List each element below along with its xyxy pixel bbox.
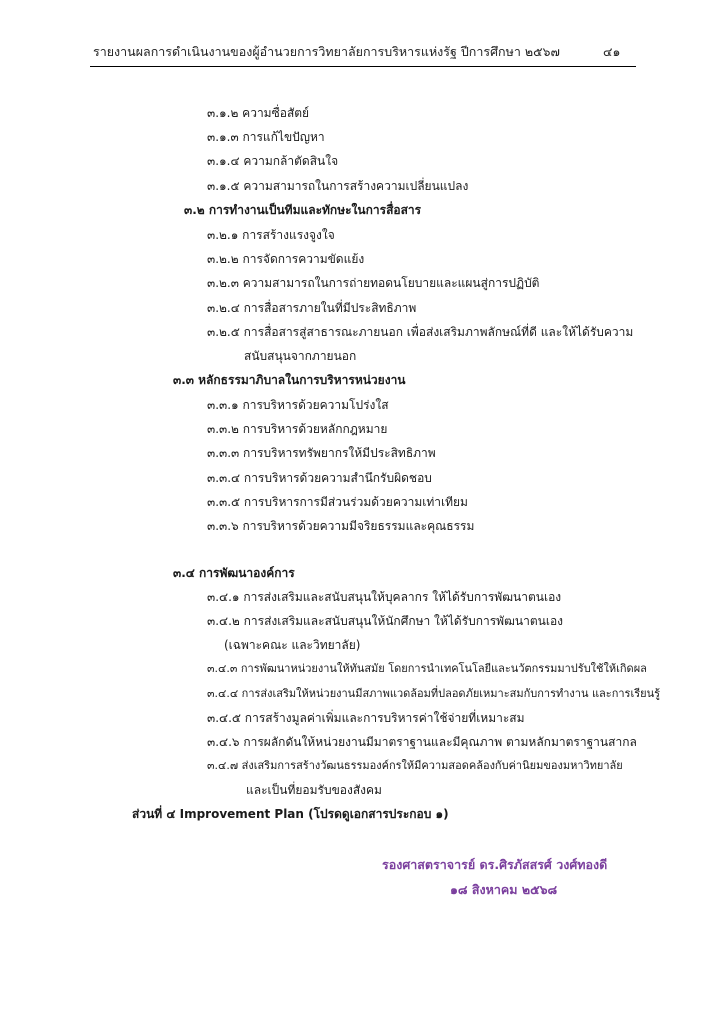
item-3-2-5: ๓.๒.๕ การสื่อสารสู่สาธารณะภายนอก เพื่อส่งเสริมภาพลักษณ์ที่ดี และให้ได้รับความ	[207, 325, 634, 339]
item-3-3-6: ๓.๓.๖ การบริหารด้วยความมีจริยธรรมและคุณธรรม	[207, 519, 475, 533]
page-number: ๔๑	[603, 44, 621, 59]
section-3-2-heading: ๓.๒ การทำงานเป็นทีมและทักษะในการสื่อสาร	[184, 203, 422, 217]
item-3-2-1: ๓.๒.๑ การสร้างแรงจูงใจ	[207, 228, 335, 242]
item-3-3-2: ๓.๓.๒ การบริหารด้วยหลักกฎหมาย	[207, 422, 388, 436]
item-3-2-5-continued: สนับสนุนจากภายนอก	[244, 349, 357, 363]
item-3-4-3: ๓.๔.๓ การพัฒนาหน่วยงานให้ทันสมัย โดยการนำเทคโนโลยีและนวัตกรรมมาปรับใช้ให้เกิดผล	[207, 662, 647, 675]
section-3-4-heading: ๓.๔ การพัฒนาองค์การ	[173, 566, 295, 580]
item-3-2-3: ๓.๒.๓ ความสามารถในการถ่ายทอดนโยบายและแผนสู่การปฏิบัติ	[207, 276, 540, 290]
section-3-3-heading: ๓.๓ หลักธรรมาภิบาลในการบริหารหน่วยงาน	[173, 373, 406, 387]
item-3-4-7: ๓.๔.๗ ส่งเสริมการสร้างวัฒนธรรมองค์กรให้มีความสอดคล้องกับค่านิยมของมหาวิทยาลัย	[207, 759, 623, 772]
item-3-3-5: ๓.๓.๕ การบริหารการมีส่วนร่วมด้วยความเท่าเทียม	[207, 495, 468, 509]
item-3-4-1: ๓.๔.๑ การส่งเสริมและสนับสนุนให้บุคลากร ให้ได้รับการพัฒนาตนเอง	[207, 590, 562, 604]
item-3-4-7-continued: และเป็นที่ยอมรับของสังคม	[246, 783, 382, 797]
item-3-3-1: ๓.๓.๑ การบริหารด้วยความโปร่งใส	[207, 398, 389, 412]
item-3-3-4: ๓.๓.๔ การบริหารด้วยความสำนึกรับผิดชอบ	[207, 471, 432, 485]
item-3-1-5: ๓.๑.๕ ความสามารถในการสร้างความเปลี่ยนแปลง	[207, 179, 469, 193]
item-3-2-4: ๓.๒.๔ การสื่อสารภายในที่มีประสิทธิภาพ	[207, 301, 417, 315]
signature-date: ๑๘ สิงหาคม ๒๕๖๘	[450, 882, 558, 897]
signatory-name: รองศาสตราจารย์ ดร.ศิรภัสสรศ์ วงศ์ทองดี	[382, 857, 608, 872]
item-3-4-6: ๓.๔.๖ การผลักดันให้หน่วยงานมีมาตราฐานและมีคุณภาพ ตามหลักมาตราฐานสากล	[207, 735, 637, 749]
item-3-2-2: ๓.๒.๒ การจัดการความขัดแย้ง	[207, 252, 365, 266]
header-divider	[90, 66, 636, 67]
item-3-1-3: ๓.๑.๓ การแก้ไขปัญหา	[207, 130, 325, 144]
item-3-4-2: ๓.๔.๒ การส่งเสริมและสนับสนุนให้นักศึกษา ให้ได้รับการพัฒนาตนเอง	[207, 614, 564, 628]
header-title: รายงานผลการดำเนินงานของผู้อำนวยการวิทยาลัยการบริหารแห่งรัฐ ปีการศึกษา ๒๕๖๗	[93, 44, 560, 59]
item-3-1-2: ๓.๑.๒ ความซื่อสัตย์	[207, 106, 310, 120]
item-3-4-5: ๓.๔.๕ การสร้างมูลค่าเพิ่มและการบริหารค่าใช้จ่ายที่เหมาะสม	[207, 711, 525, 725]
item-3-3-3: ๓.๓.๓ การบริหารทรัพยากรให้มีประสิทธิภาพ	[207, 446, 436, 460]
item-3-4-2-continued: (เฉพาะคณะ และวิทยาลัย)	[224, 638, 361, 652]
item-3-1-4: ๓.๑.๔ ความกล้าตัดสินใจ	[207, 154, 339, 168]
item-3-4-4: ๓.๔.๔ การส่งเสริมให้หน่วยงานมีสภาพแวดล้อมที่ปลอดภัยเหมาะสมกับการทำงาน และการเรียนรู้	[207, 687, 660, 700]
part-4-heading: ส่วนที่ ๔ Improvement Plan (โปรดดูเอกสารประกอบ ๑)	[132, 807, 449, 821]
